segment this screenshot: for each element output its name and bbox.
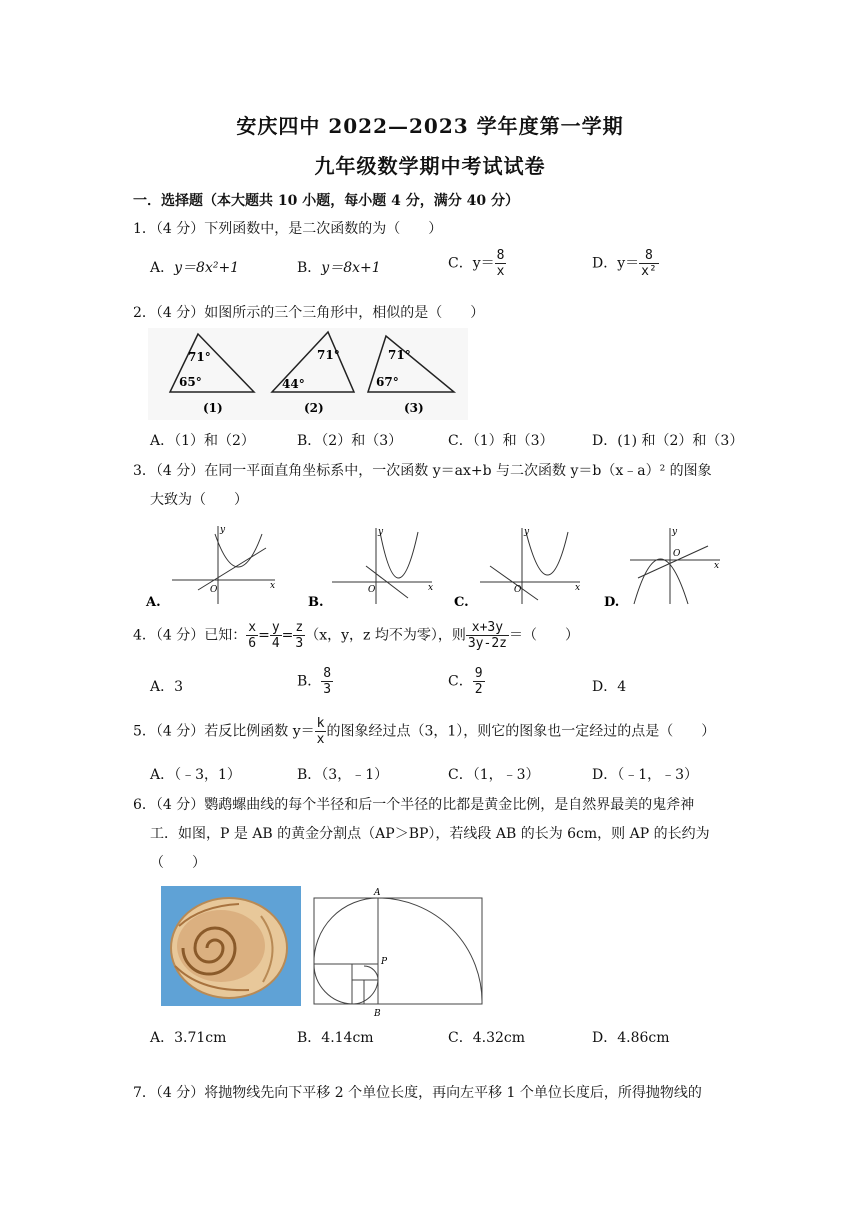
question-1-stem: 1．（4 分）下列函数中，是二次函数的为（ ） <box>133 221 443 237</box>
svg-text:y: y <box>220 525 226 535</box>
page-title: 安庆四中 2022—2023 学年度第一学期 <box>236 114 624 138</box>
question-6-stem-line3: （ ） <box>150 855 206 871</box>
question-2-option-d[interactable]: D．(1) 和（2）和（3） <box>592 433 744 449</box>
question-6-option-a[interactable]: A．3.71cm <box>150 1030 227 1046</box>
question-2-option-a[interactable]: A．（1）和（2） <box>150 433 255 449</box>
question-6-stem-line1: 6．（4 分）鹦鹉螺曲线的每个半径和后一个半径的比都是黄金比例，是自然界最美的鬼斧神 <box>133 797 695 813</box>
question-4-option-d[interactable]: D．4 <box>592 679 627 695</box>
question-4-option-c[interactable]: C． $\frac{9}{2}$ <box>448 666 483 697</box>
triangle-3-left-angle: 67° <box>376 375 399 389</box>
svg-text:y: y <box>672 527 678 537</box>
svg-text:y: y <box>524 527 530 537</box>
svg-text:x: x <box>714 561 720 571</box>
question-7-stem-line1: 7．（4 分）将抛物线先向下平移 2 个单位长度，再向左平移 1 个单位长度后，所得抛物线的 <box>133 1085 702 1101</box>
triangles-figure <box>148 328 468 420</box>
graph-c-label: C. <box>454 595 469 610</box>
point-a-label: A <box>374 888 381 898</box>
graph-a <box>145 525 275 610</box>
graph-c <box>454 527 580 610</box>
svg-text:O: O <box>514 585 522 595</box>
page-subtitle: 九年级数学期中考试试卷 <box>314 154 546 178</box>
graph-a-label: A. <box>146 595 161 610</box>
question-4-option-b[interactable]: B． $\frac{8}{3}$ <box>297 666 332 697</box>
function-graphs-figure <box>140 520 740 612</box>
point-b-label: B <box>374 1009 381 1018</box>
triangle-2-left-angle: 44° <box>282 377 305 391</box>
question-1-option-c[interactable]: C．y＝ $\frac{8}{x}$ <box>448 248 505 279</box>
triangle-1-label: (1) <box>203 401 223 415</box>
question-6-option-b[interactable]: B．4.14cm <box>297 1030 374 1046</box>
svg-text:O: O <box>210 585 218 595</box>
graph-b <box>308 527 433 610</box>
question-1-option-d[interactable]: D．y＝ $\frac{8}{\text{x²}}$ <box>592 248 657 279</box>
question-4-option-a[interactable]: A．3 <box>150 679 184 695</box>
question-2-option-b[interactable]: B．（2）和（3） <box>297 433 403 449</box>
triangle-1-top-angle: 71° <box>188 350 211 364</box>
question-6-option-c[interactable]: C．4.32cm <box>448 1030 525 1046</box>
section-heading: 一．选择题（本大题共 10 小题，每小题 4 分，满分 40 分） <box>133 193 519 209</box>
graph-d <box>604 527 720 610</box>
triangle-2-top-angle: 71° <box>317 348 340 362</box>
graph-d-label: D. <box>604 595 620 610</box>
nautilus-shell-image <box>161 886 301 1006</box>
svg-text:y: y <box>378 527 384 537</box>
question-5-stem: 5．（4 分）若反比例函数 y＝ $\frac{k}{x}$ 的图象经过点（3，1），则它的图象也一定经过的点是（ ） <box>133 716 716 747</box>
golden-spiral-figure <box>312 886 488 1018</box>
question-6-option-d[interactable]: D．4.86cm <box>592 1030 670 1046</box>
question-3-stem-line1: 3．（4 分）在同一平面直角坐标系中，一次函数 y＝ax+b 与二次函数 y＝b（x﹣a）² 的图象 <box>133 463 712 479</box>
question-5-option-c[interactable]: C．（1，﹣3） <box>448 767 540 783</box>
svg-text:x: x <box>428 583 434 593</box>
fraction: $\frac{8}{\text{x²}}$ <box>641 248 657 279</box>
question-5-option-b[interactable]: B．（3，﹣1） <box>297 767 389 783</box>
svg-text:x: x <box>270 581 276 591</box>
question-1-option-a[interactable]: A．y＝8x²+1 <box>150 260 240 276</box>
question-4-stem: 4．（4 分）已知： $\frac{x}{6}$ = $\frac{y}{4}$ = $\frac{z}{3}$ （x，y，z 均不为零），则 $\frac{x+3y}{3y-2z}$ ＝（ ） <box>133 620 579 651</box>
graph-b-label: B. <box>308 595 324 610</box>
triangle-1-left-angle: 65° <box>179 375 202 389</box>
triangle-2-label: (2) <box>304 401 324 415</box>
question-2-option-c[interactable]: C．（1）和（3） <box>448 433 554 449</box>
question-2-stem: 2．（4 分）如图所示的三个三角形中，相似的是（ ） <box>133 305 485 321</box>
question-5-option-d[interactable]: D．（﹣1，﹣3） <box>592 767 699 783</box>
question-6-stem-line2: 工．如图，P 是 AB 的黄金分割点（AP＞BP），若线段 AB 的长为 6cm，则 AP 的长约为 <box>150 826 710 842</box>
svg-text:x: x <box>575 583 581 593</box>
fraction: $\frac{8}{x}$ <box>496 248 505 279</box>
svg-text:O: O <box>368 585 376 595</box>
point-p-label: P <box>381 957 388 967</box>
question-1-option-b[interactable]: B．y＝8x+1 <box>297 260 381 276</box>
question-5-option-a[interactable]: A．（﹣3，1） <box>150 767 241 783</box>
svg-text:O: O <box>673 549 681 559</box>
triangle-3-top-angle: 71° <box>388 348 411 362</box>
question-3-stem-line2: 大致为（ ） <box>150 492 248 508</box>
triangle-3-label: (3) <box>404 401 424 415</box>
